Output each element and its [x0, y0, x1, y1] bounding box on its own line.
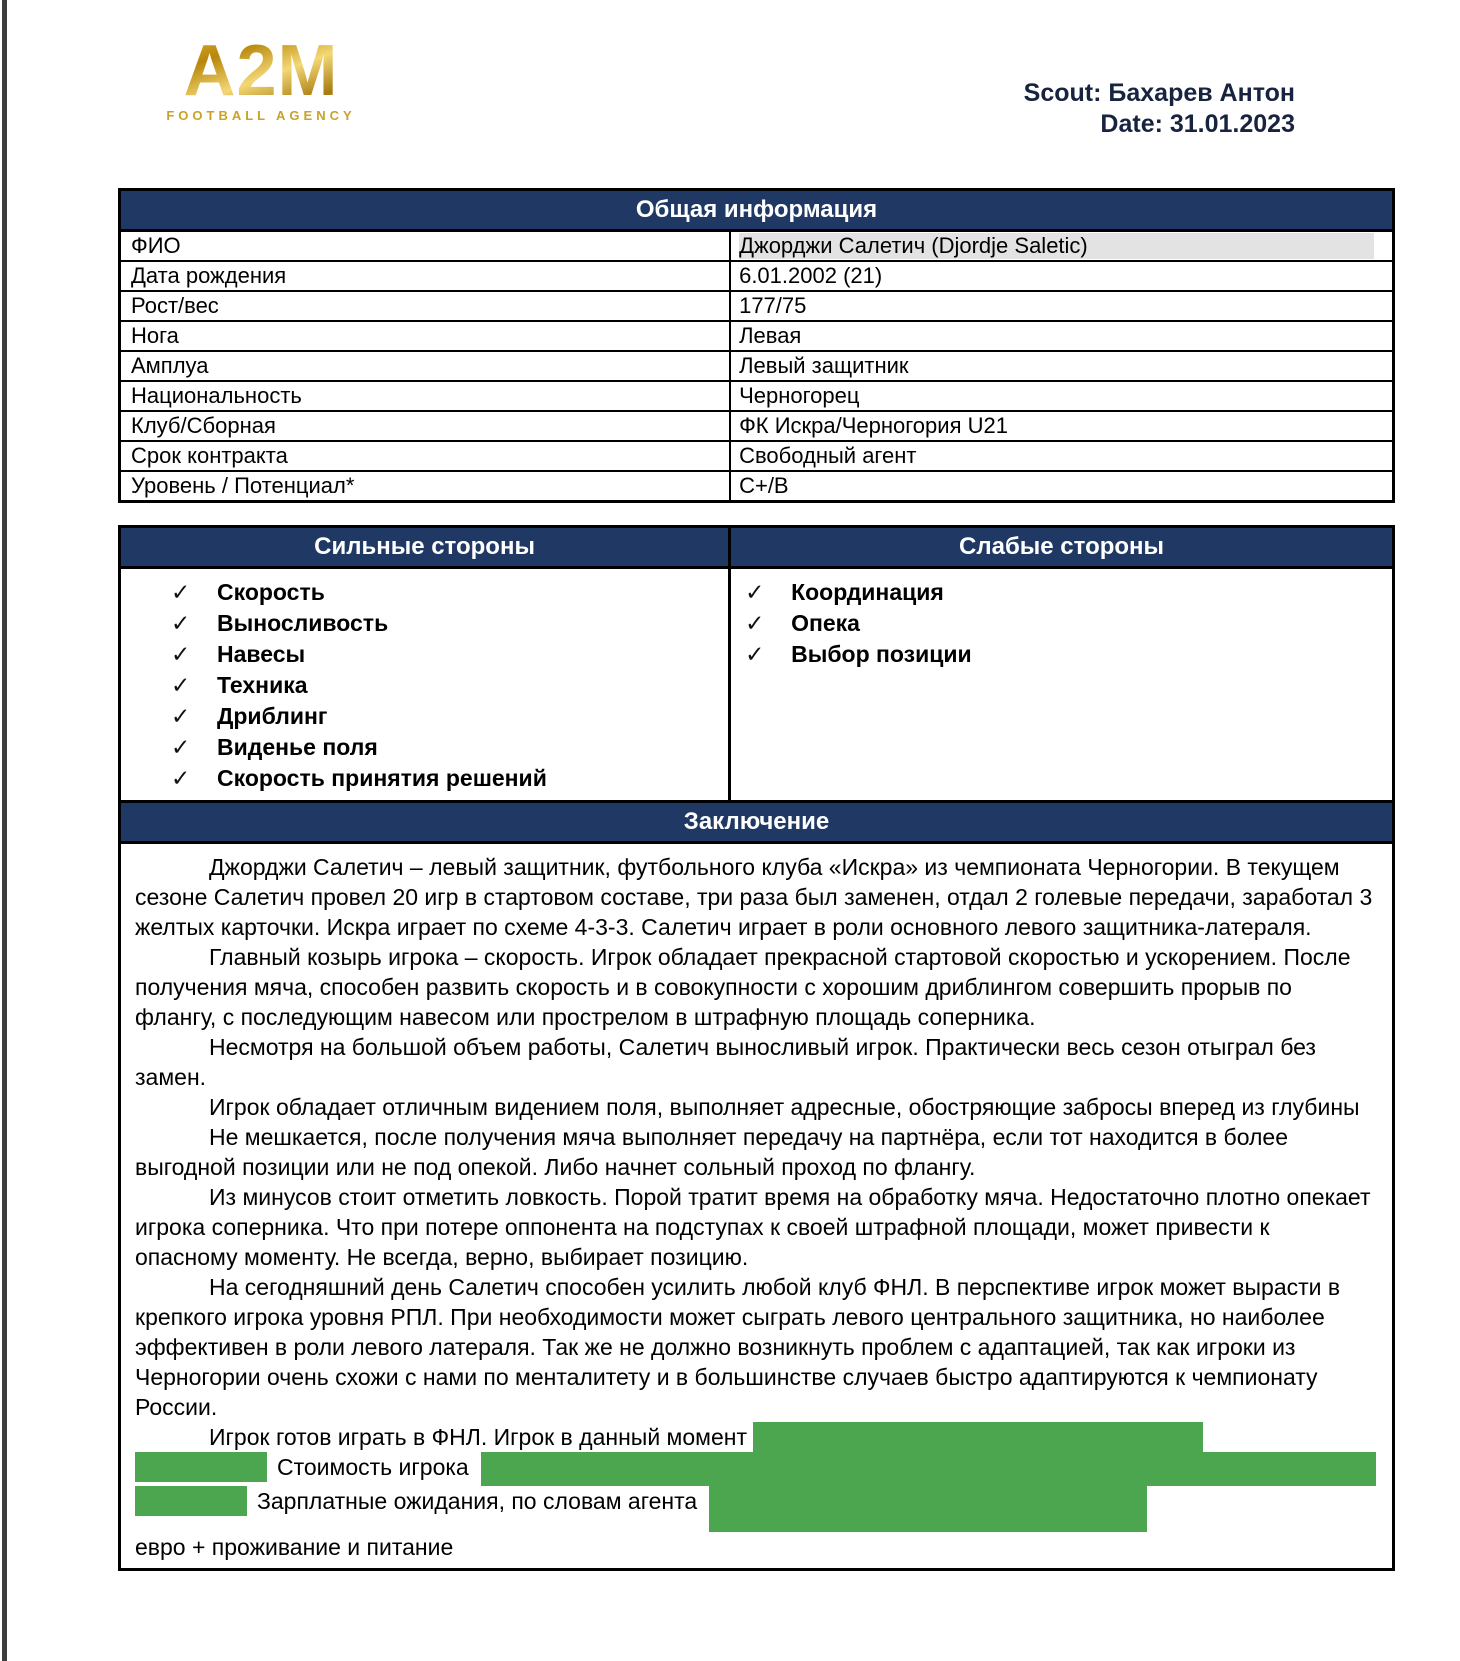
general-info-table [118, 188, 1395, 503]
list-item: ✓ Виденье поля [171, 732, 728, 763]
strengths-list [121, 569, 731, 800]
redaction-box [753, 1422, 1203, 1452]
list-item: ✓ Дриблинг [171, 701, 728, 732]
weaknesses-title: Слабые стороны [731, 528, 1392, 566]
list-item: ✓ Скорость принятия решений [171, 763, 728, 794]
check-icon: ✓ [745, 610, 765, 636]
info-row-label: Амплуа [121, 352, 731, 380]
table-row [121, 262, 1392, 292]
info-row-value: Черногорец [739, 383, 860, 408]
report-date-line: Date: 31.01.2023 [1100, 110, 1295, 138]
salary-label: Зарплатные ожидания, по словам агента [257, 1488, 698, 1514]
conclusion-paragraph: Главный козырь игрока – скорость. Игрок обладает прекрасной стартовой скоростью и ускорением. После получения мяча, способен развить скорость и в совокупности с хорошим дриблингом совершить прорыв по флангу, с последующим навесом или прострелом в штрафную площадь соперника. [135, 944, 1351, 1030]
conclusion-paragraph [135, 1422, 1378, 1452]
list-item: ✓ Скорость [171, 577, 728, 608]
check-icon: ✓ [171, 610, 191, 636]
page-edge-line [2, 0, 7, 1661]
conclusion-paragraph: Несмотря на большой объем работы, Салетич выносливый игрок. Практически весь сезон отыграл без замен. [135, 1034, 1316, 1090]
info-row-label: Нога [121, 322, 731, 350]
info-row-value [731, 232, 1392, 260]
redaction-box [135, 1486, 247, 1516]
check-icon: ✓ [171, 765, 191, 791]
general-info-title: Общая информация [121, 191, 1392, 232]
list-item: ✓ Техника [171, 670, 728, 701]
table-row [121, 322, 1392, 352]
analysis-table-header [121, 528, 1392, 569]
scout-info-block [1024, 78, 1295, 140]
list-item: ✓ Опека [745, 608, 1392, 639]
table-row [121, 412, 1392, 442]
table-row [121, 472, 1392, 500]
list-item: ✓ Выносливость [171, 608, 728, 639]
weaknesses-list [731, 569, 1392, 800]
info-row-value: Свободный агент [739, 443, 917, 468]
info-row-label: Национальность [121, 382, 731, 410]
table-row [121, 292, 1392, 322]
info-row-label: Уровень / Потенциал* [121, 472, 731, 500]
conclusion-paragraph: Игрок обладает отличным видением поля, выполняет адресные, обостряющие забросы вперед из глубины [209, 1094, 1360, 1120]
cost-label: Стоимость игрока [277, 1454, 469, 1480]
info-row-value: Левый защитник [739, 353, 909, 378]
list-item: ✓ Координация [745, 577, 1392, 608]
player-name-highlight: Джорджи Салетич (Djordje Saletic) [739, 233, 1374, 259]
redaction-box [135, 1452, 267, 1482]
salary-line [135, 1486, 1378, 1532]
info-row-label: Дата рождения [121, 262, 731, 290]
analysis-table-body [121, 569, 1392, 803]
table-row [121, 232, 1392, 262]
conclusion-paragraph: Из минусов стоит отметить ловкость. Порой тратит время на обработку мяча. Недостаточно плотно опекает игрока соперника. Что при потере оппонента на подступах к своей штрафной площади, может привести к опасному моменту. Не всегда, верно, выбирает позицию. [135, 1184, 1371, 1270]
check-icon: ✓ [745, 641, 765, 667]
info-row-value: 6.01.2002 (21) [739, 263, 883, 288]
check-icon: ✓ [171, 641, 191, 667]
logo-subtitle: FOOTBALL AGENCY [166, 108, 356, 123]
redaction-box [709, 1486, 1147, 1532]
info-row-label: Рост/вес [121, 292, 731, 320]
table-row [121, 352, 1392, 382]
check-icon: ✓ [745, 579, 765, 605]
info-row-label: Срок контракта [121, 442, 731, 470]
info-row-value: 177/75 [739, 293, 807, 318]
analysis-table [118, 525, 1395, 1571]
document-header [118, 0, 1395, 188]
conclusion-title: Заключение [121, 803, 1392, 844]
ready-line-text: Игрок готов играть в ФНЛ. Игрок в данный момент [209, 1424, 754, 1450]
check-icon: ✓ [171, 579, 191, 605]
table-row [121, 382, 1392, 412]
conclusion-body [121, 844, 1392, 1568]
conclusion-paragraph: На сегодняшний день Салетич способен усилить любой клуб ФНЛ. В перспективе игрок может вырасти в крепкого игрока уровня РПЛ. При необходимости может сыграть левого центрального защитника, но наиболее эффективен в роли левого латераля. Так же не должно возникнуть проблем с адаптацией, так как игроки из Черногории очень схожи с нами по менталитету и в большинстве случаев быстро адаптируются к чемпионату России. [135, 1274, 1341, 1420]
list-item: ✓ Навесы [171, 639, 728, 670]
logo-a2m-text: A2M [146, 36, 376, 106]
conclusion-paragraph: Не мешкается, после получения мяча выполняет передачу на партнёра, если тот находится в более выгодной позиции или не под опекой. Либо начнет сольный проход по флангу. [135, 1124, 1289, 1180]
conclusion-paragraph: Джорджи Салетич – левый защитник, футбольного клуба «Искра» из чемпионата Черногории. В текущем сезоне Салетич провел 20 игр в стартовом составе, три раза был заменен, отдал 2 голевые передачи, заработал 3 желтых карточки. Искра играет по схеме 4-3-3. Салетич играет в роли основного левого защитника-латераля. [135, 854, 1373, 940]
check-icon: ✓ [171, 734, 191, 760]
info-row-value: Левая [739, 323, 802, 348]
info-row-value: ФК Искра/Черногория U21 [739, 413, 1008, 438]
table-row [121, 442, 1392, 472]
cost-line [135, 1452, 1378, 1486]
check-icon: ✓ [171, 672, 191, 698]
info-row-label: Клуб/Сборная [121, 412, 731, 440]
scout-name-line: Scout: Бахарев Антон [1023, 79, 1295, 107]
strengths-title: Сильные стороны [121, 528, 731, 566]
info-row-value: C+/B [739, 473, 789, 498]
list-item: ✓ Выбор позиции [745, 639, 1392, 670]
agency-logo [146, 31, 376, 123]
check-icon: ✓ [171, 703, 191, 729]
conclusion-final-line: евро + проживание и питание [135, 1534, 454, 1560]
redaction-box [481, 1452, 1376, 1486]
info-row-label: ФИО [121, 232, 731, 260]
